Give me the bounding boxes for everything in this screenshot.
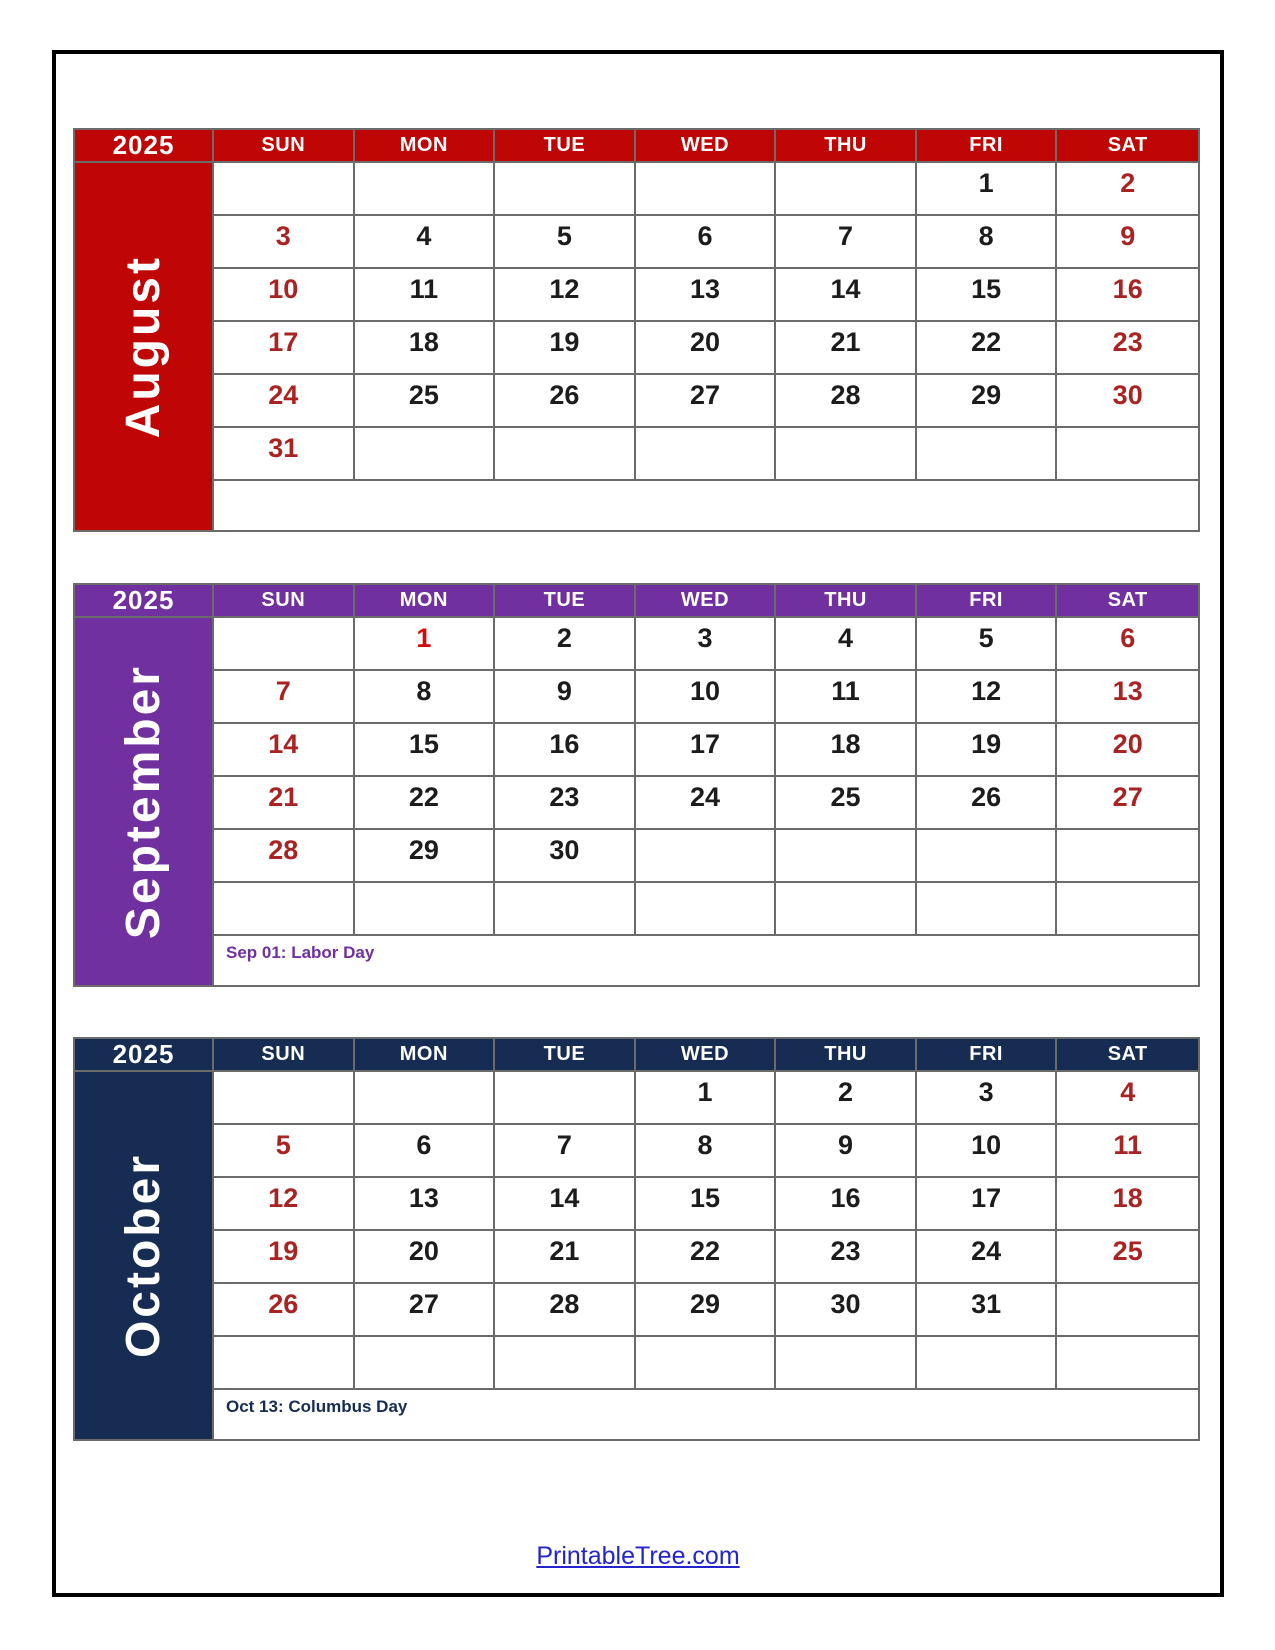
day-cell: 21 <box>495 1231 636 1284</box>
day-cell: 11 <box>776 671 917 724</box>
day-cell: 16 <box>1057 269 1198 322</box>
year-label: 2025 <box>75 1039 214 1072</box>
day-cell <box>917 830 1058 883</box>
day-cell <box>776 163 917 216</box>
day-cell: 9 <box>495 671 636 724</box>
day-cell <box>355 428 496 481</box>
day-cell: 25 <box>355 375 496 428</box>
day-cell: 27 <box>1057 777 1198 830</box>
day-cell: 15 <box>636 1178 777 1231</box>
day-cell: 22 <box>355 777 496 830</box>
weekday-header-fri: FRI <box>917 585 1058 618</box>
day-cell <box>917 1337 1058 1390</box>
day-cell: 24 <box>214 375 355 428</box>
calendar-october <box>73 1037 1200 1441</box>
day-cell: 27 <box>636 375 777 428</box>
weekday-header-wed: WED <box>636 1039 777 1072</box>
day-cell <box>636 830 777 883</box>
day-cell <box>1057 1337 1198 1390</box>
day-cell <box>214 618 355 671</box>
holiday-note <box>214 481 1198 530</box>
weekday-header-wed: WED <box>636 585 777 618</box>
day-cell: 13 <box>1057 671 1198 724</box>
day-cell: 22 <box>636 1231 777 1284</box>
day-cell: 16 <box>776 1178 917 1231</box>
day-cell: 10 <box>917 1125 1058 1178</box>
day-cell <box>1057 428 1198 481</box>
day-cell: 2 <box>495 618 636 671</box>
day-cell: 26 <box>495 375 636 428</box>
weekday-header-thu: THU <box>776 585 917 618</box>
day-cell: 6 <box>355 1125 496 1178</box>
day-cell: 10 <box>214 269 355 322</box>
day-cell: 30 <box>1057 375 1198 428</box>
day-cell <box>355 1337 496 1390</box>
day-cell <box>355 883 496 936</box>
day-cell: 4 <box>776 618 917 671</box>
day-cell: 3 <box>214 216 355 269</box>
day-cell: 26 <box>214 1284 355 1337</box>
day-cell <box>776 830 917 883</box>
day-cell <box>1057 883 1198 936</box>
day-cell: 30 <box>776 1284 917 1337</box>
day-cell: 25 <box>1057 1231 1198 1284</box>
day-cell <box>636 883 777 936</box>
day-cell: 9 <box>1057 216 1198 269</box>
day-cell: 15 <box>355 724 496 777</box>
day-cell: 31 <box>214 428 355 481</box>
month-label <box>75 163 214 530</box>
day-cell <box>495 1337 636 1390</box>
day-cell: 18 <box>355 322 496 375</box>
day-cell: 23 <box>776 1231 917 1284</box>
day-cell: 21 <box>214 777 355 830</box>
holiday-note: Sep 01: Labor Day <box>214 936 1198 985</box>
weekday-header-sun: SUN <box>214 130 355 163</box>
day-cell: 2 <box>1057 163 1198 216</box>
weekday-header-thu: THU <box>776 1039 917 1072</box>
day-cell <box>495 1072 636 1125</box>
day-cell: 15 <box>917 269 1058 322</box>
calendar-september <box>73 583 1200 987</box>
day-cell <box>1057 830 1198 883</box>
day-cell <box>355 1072 496 1125</box>
day-cell <box>214 883 355 936</box>
day-cell: 31 <box>917 1284 1058 1337</box>
day-cell: 10 <box>636 671 777 724</box>
day-cell: 3 <box>917 1072 1058 1125</box>
day-cell: 28 <box>776 375 917 428</box>
day-cell: 4 <box>1057 1072 1198 1125</box>
day-cell: 23 <box>495 777 636 830</box>
day-cell <box>355 163 496 216</box>
weekday-header-tue: TUE <box>495 1039 636 1072</box>
day-cell <box>495 163 636 216</box>
day-cell: 17 <box>636 724 777 777</box>
day-cell: 19 <box>917 724 1058 777</box>
day-cell <box>917 883 1058 936</box>
day-cell: 1 <box>636 1072 777 1125</box>
day-cell: 7 <box>214 671 355 724</box>
day-cell: 5 <box>214 1125 355 1178</box>
month-label <box>75 1072 214 1439</box>
day-cell: 17 <box>214 322 355 375</box>
day-cell <box>917 428 1058 481</box>
day-cell: 22 <box>917 322 1058 375</box>
day-cell <box>776 428 917 481</box>
weekday-header-sat: SAT <box>1057 130 1198 163</box>
day-cell: 11 <box>1057 1125 1198 1178</box>
day-cell <box>1057 1284 1198 1337</box>
day-cell <box>636 428 777 481</box>
weekday-header-sat: SAT <box>1057 1039 1198 1072</box>
day-cell: 6 <box>1057 618 1198 671</box>
day-cell: 20 <box>636 322 777 375</box>
day-cell: 17 <box>917 1178 1058 1231</box>
day-cell: 19 <box>214 1231 355 1284</box>
day-cell: 12 <box>214 1178 355 1231</box>
day-cell: 1 <box>917 163 1058 216</box>
weekday-header-mon: MON <box>355 1039 496 1072</box>
day-cell <box>214 1072 355 1125</box>
weekday-header-sun: SUN <box>214 1039 355 1072</box>
day-cell: 28 <box>214 830 355 883</box>
day-cell: 28 <box>495 1284 636 1337</box>
day-cell: 12 <box>495 269 636 322</box>
day-cell: 7 <box>776 216 917 269</box>
weekday-header-sat: SAT <box>1057 585 1198 618</box>
day-cell <box>495 883 636 936</box>
day-cell: 8 <box>636 1125 777 1178</box>
month-label-text: August <box>117 254 170 439</box>
month-label <box>75 618 214 985</box>
day-cell <box>636 163 777 216</box>
day-cell: 3 <box>636 618 777 671</box>
day-cell: 9 <box>776 1125 917 1178</box>
day-cell: 12 <box>917 671 1058 724</box>
day-cell <box>776 1337 917 1390</box>
day-cell: 23 <box>1057 322 1198 375</box>
day-cell: 14 <box>776 269 917 322</box>
day-cell: 6 <box>636 216 777 269</box>
weekday-header-tue: TUE <box>495 130 636 163</box>
day-cell: 20 <box>355 1231 496 1284</box>
day-cell: 5 <box>495 216 636 269</box>
day-cell: 5 <box>917 618 1058 671</box>
day-cell: 13 <box>636 269 777 322</box>
weekday-header-thu: THU <box>776 130 917 163</box>
calendar-august <box>73 128 1200 532</box>
day-cell: 26 <box>917 777 1058 830</box>
day-cell <box>214 1337 355 1390</box>
weekday-header-mon: MON <box>355 130 496 163</box>
day-cell: 14 <box>495 1178 636 1231</box>
day-cell: 8 <box>917 216 1058 269</box>
day-cell: 2 <box>776 1072 917 1125</box>
day-cell: 18 <box>1057 1178 1198 1231</box>
day-cell: 14 <box>214 724 355 777</box>
day-cell: 29 <box>917 375 1058 428</box>
day-cell: 4 <box>355 216 496 269</box>
day-cell: 27 <box>355 1284 496 1337</box>
day-cell <box>636 1337 777 1390</box>
day-cell <box>495 428 636 481</box>
day-cell: 24 <box>636 777 777 830</box>
weekday-header-tue: TUE <box>495 585 636 618</box>
day-cell: 30 <box>495 830 636 883</box>
weekday-header-mon: MON <box>355 585 496 618</box>
day-cell: 13 <box>355 1178 496 1231</box>
day-cell: 20 <box>1057 724 1198 777</box>
day-cell: 29 <box>636 1284 777 1337</box>
printabletree-link[interactable]: PrintableTree.com <box>536 1542 740 1570</box>
year-label: 2025 <box>75 130 214 163</box>
day-cell: 19 <box>495 322 636 375</box>
year-label: 2025 <box>75 585 214 618</box>
day-cell: 7 <box>495 1125 636 1178</box>
day-cell: 11 <box>355 269 496 322</box>
weekday-header-fri: FRI <box>917 130 1058 163</box>
day-cell <box>776 883 917 936</box>
day-cell: 24 <box>917 1231 1058 1284</box>
day-cell: 25 <box>776 777 917 830</box>
weekday-header-sun: SUN <box>214 585 355 618</box>
day-cell: 8 <box>355 671 496 724</box>
month-label-text: October <box>117 1152 170 1359</box>
day-cell <box>214 163 355 216</box>
holiday-note: Oct 13: Columbus Day <box>214 1390 1198 1439</box>
day-cell: 21 <box>776 322 917 375</box>
weekday-header-fri: FRI <box>917 1039 1058 1072</box>
day-cell: 18 <box>776 724 917 777</box>
weekday-header-wed: WED <box>636 130 777 163</box>
month-label-text: September <box>117 663 170 940</box>
day-cell: 1 <box>355 618 496 671</box>
page-frame <box>52 50 1224 1597</box>
day-cell: 29 <box>355 830 496 883</box>
day-cell: 16 <box>495 724 636 777</box>
